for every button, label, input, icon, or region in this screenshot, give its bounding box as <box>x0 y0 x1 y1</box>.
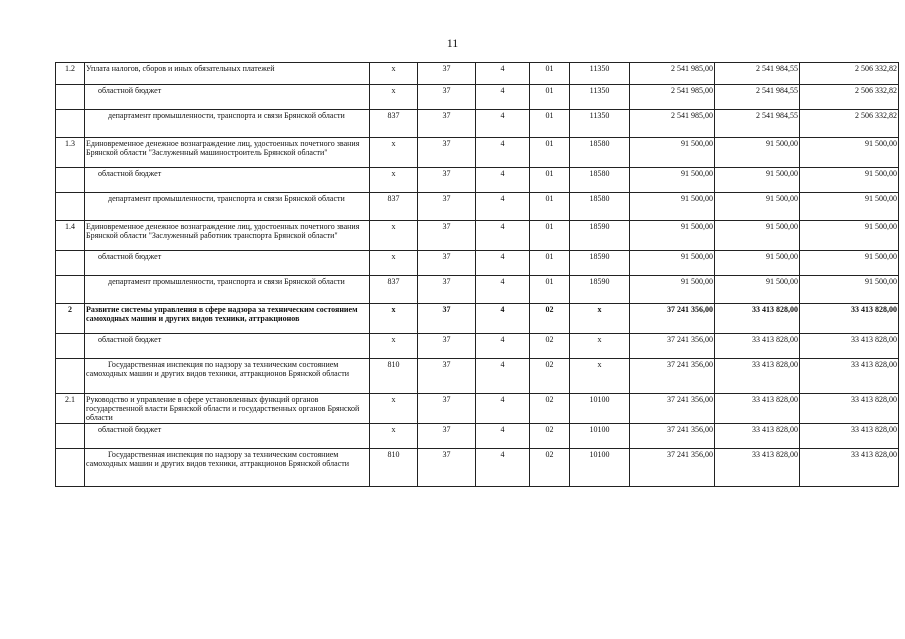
amount-year-3: 33 413 828,00 <box>800 359 899 394</box>
amount-year-1: 2 541 985,00 <box>630 85 715 110</box>
code-activity: 01 <box>530 63 570 85</box>
code-direction: 18590 <box>570 221 630 251</box>
row-description: Единовременное денежное вознаграждение лиц, удостоенных почетного звания Брянской области "Заслуженный машиностроитель Брянской области" <box>85 138 370 168</box>
row-description <box>85 251 370 276</box>
code-subprogram: 4 <box>476 168 530 193</box>
amount-year-2: 33 413 828,00 <box>715 334 800 359</box>
code-subprogram: 4 <box>476 424 530 449</box>
code-direction: 10100 <box>570 449 630 487</box>
code-program: 37 <box>418 424 476 449</box>
row-description: Руководство и управление в сфере установленных функций органов государственной власти Брянской области и государственных органов Брянской области <box>85 394 370 424</box>
code-admin: х <box>370 138 418 168</box>
row-number: 1.2 <box>56 63 85 85</box>
row-description <box>85 334 370 359</box>
code-admin: х <box>370 63 418 85</box>
code-subprogram: 4 <box>476 63 530 85</box>
table-row <box>56 251 899 276</box>
code-direction: 10100 <box>570 394 630 424</box>
code-direction: 18580 <box>570 138 630 168</box>
code-admin: х <box>370 251 418 276</box>
amount-year-1: 37 241 356,00 <box>630 359 715 394</box>
row-description: Уплата налогов, сборов и иных обязательных платежей <box>85 63 370 85</box>
table-row <box>56 424 899 449</box>
code-activity: 02 <box>530 334 570 359</box>
row-number: 2 <box>56 304 85 334</box>
row-description-text: Государственная инспекция по надзору за техническим состоянием самоходных машин и других видов техники, аттракционов Брянской области <box>86 450 350 468</box>
amount-year-3: 91 500,00 <box>800 168 899 193</box>
code-subprogram: 4 <box>476 221 530 251</box>
amount-year-2: 91 500,00 <box>715 168 800 193</box>
row-number <box>56 276 85 304</box>
code-subprogram: 4 <box>476 251 530 276</box>
amount-year-1: 91 500,00 <box>630 276 715 304</box>
code-direction: х <box>570 359 630 394</box>
amount-year-3: 91 500,00 <box>800 138 899 168</box>
code-direction: 11350 <box>570 63 630 85</box>
code-program: 37 <box>418 334 476 359</box>
amount-year-3: 91 500,00 <box>800 251 899 276</box>
page-number: 11 <box>446 36 459 50</box>
code-activity: 02 <box>530 394 570 424</box>
code-admin: 810 <box>370 359 418 394</box>
code-activity: 01 <box>530 168 570 193</box>
row-description-text: областной бюджет <box>98 335 162 344</box>
code-program: 37 <box>418 63 476 85</box>
code-program: 37 <box>418 168 476 193</box>
code-program: 37 <box>418 110 476 138</box>
amount-year-2: 33 413 828,00 <box>715 424 800 449</box>
row-number <box>56 85 85 110</box>
amount-year-3: 33 413 828,00 <box>800 394 899 424</box>
row-number <box>56 449 85 487</box>
amount-year-1: 37 241 356,00 <box>630 304 715 334</box>
row-description-text: областной бюджет <box>98 252 162 261</box>
row-number <box>56 193 85 221</box>
code-activity: 01 <box>530 221 570 251</box>
row-number <box>56 359 85 394</box>
code-admin: х <box>370 334 418 359</box>
code-subprogram: 4 <box>476 138 530 168</box>
amount-year-3: 33 413 828,00 <box>800 304 899 334</box>
code-direction: 18580 <box>570 193 630 221</box>
code-admin: 810 <box>370 449 418 487</box>
row-number: 2.1 <box>56 394 85 424</box>
amount-year-1: 2 541 985,00 <box>630 63 715 85</box>
code-program: 37 <box>418 193 476 221</box>
amount-year-3: 91 500,00 <box>800 221 899 251</box>
code-admin: 837 <box>370 110 418 138</box>
table-row <box>56 449 899 487</box>
code-program: 37 <box>418 85 476 110</box>
amount-year-3: 91 500,00 <box>800 193 899 221</box>
amount-year-3: 33 413 828,00 <box>800 424 899 449</box>
row-description <box>85 359 370 394</box>
code-subprogram: 4 <box>476 304 530 334</box>
row-description-text: департамент промышленности, транспорта и связи Брянской области <box>108 277 345 286</box>
amount-year-2: 2 541 984,55 <box>715 85 800 110</box>
amount-year-2: 2 541 984,55 <box>715 110 800 138</box>
code-direction: х <box>570 334 630 359</box>
row-description-text: департамент промышленности, транспорта и связи Брянской области <box>108 111 345 120</box>
row-number <box>56 424 85 449</box>
row-description <box>85 276 370 304</box>
row-description <box>85 424 370 449</box>
row-description <box>85 110 370 138</box>
code-activity: 01 <box>530 138 570 168</box>
amount-year-1: 91 500,00 <box>630 221 715 251</box>
row-number <box>56 110 85 138</box>
code-program: 37 <box>418 221 476 251</box>
table-row <box>56 63 899 85</box>
code-activity: 01 <box>530 85 570 110</box>
code-program: 37 <box>418 138 476 168</box>
table-row <box>56 221 899 251</box>
amount-year-1: 91 500,00 <box>630 138 715 168</box>
code-direction: 11350 <box>570 85 630 110</box>
code-direction: 11350 <box>570 110 630 138</box>
table-row <box>56 110 899 138</box>
code-subprogram: 4 <box>476 110 530 138</box>
amount-year-3: 91 500,00 <box>800 276 899 304</box>
amount-year-3: 33 413 828,00 <box>800 334 899 359</box>
code-activity: 01 <box>530 193 570 221</box>
code-subprogram: 4 <box>476 394 530 424</box>
budget-table <box>55 62 899 487</box>
code-subprogram: 4 <box>476 334 530 359</box>
table-row <box>56 394 899 424</box>
code-admin: х <box>370 394 418 424</box>
amount-year-2: 33 413 828,00 <box>715 449 800 487</box>
code-activity: 02 <box>530 304 570 334</box>
row-description <box>85 85 370 110</box>
code-admin: х <box>370 85 418 110</box>
code-direction: х <box>570 304 630 334</box>
code-subprogram: 4 <box>476 193 530 221</box>
row-description-text: Государственная инспекция по надзору за техническим состоянием самоходных машин и других видов техники, аттракционов Брянской области <box>86 360 350 378</box>
table-row <box>56 85 899 110</box>
row-description: Единовременное денежное вознаграждение лиц, удостоенных почетного звания Брянской области "Заслуженный работник транспорта Брянской области" <box>85 221 370 251</box>
code-admin: х <box>370 168 418 193</box>
code-activity: 02 <box>530 424 570 449</box>
table-row <box>56 359 899 394</box>
table-row <box>56 193 899 221</box>
amount-year-1: 91 500,00 <box>630 251 715 276</box>
code-activity: 01 <box>530 251 570 276</box>
code-subprogram: 4 <box>476 359 530 394</box>
table-row <box>56 334 899 359</box>
code-activity: 02 <box>530 449 570 487</box>
code-activity: 02 <box>530 359 570 394</box>
amount-year-2: 91 500,00 <box>715 221 800 251</box>
amount-year-3: 2 506 332,82 <box>800 63 899 85</box>
code-admin: 837 <box>370 193 418 221</box>
code-program: 37 <box>418 251 476 276</box>
code-program: 37 <box>418 304 476 334</box>
amount-year-2: 2 541 984,55 <box>715 63 800 85</box>
row-number <box>56 334 85 359</box>
amount-year-1: 37 241 356,00 <box>630 449 715 487</box>
table-row <box>56 168 899 193</box>
code-direction: 10100 <box>570 424 630 449</box>
amount-year-2: 33 413 828,00 <box>715 394 800 424</box>
amount-year-1: 2 541 985,00 <box>630 110 715 138</box>
code-direction: 18590 <box>570 276 630 304</box>
amount-year-2: 33 413 828,00 <box>715 359 800 394</box>
amount-year-2: 91 500,00 <box>715 193 800 221</box>
row-description: Развитие системы управления в сфере надзора за техническим состоянием самоходных машин и других видов техники, аттракционов <box>85 304 370 334</box>
amount-year-3: 2 506 332,82 <box>800 110 899 138</box>
row-number <box>56 251 85 276</box>
row-description <box>85 168 370 193</box>
amount-year-2: 91 500,00 <box>715 276 800 304</box>
code-admin: х <box>370 304 418 334</box>
amount-year-1: 37 241 356,00 <box>630 424 715 449</box>
code-direction: 18580 <box>570 168 630 193</box>
amount-year-1: 37 241 356,00 <box>630 334 715 359</box>
code-activity: 01 <box>530 276 570 304</box>
code-admin: 837 <box>370 276 418 304</box>
amount-year-3: 33 413 828,00 <box>800 449 899 487</box>
row-description <box>85 449 370 487</box>
amount-year-1: 91 500,00 <box>630 193 715 221</box>
row-description-text: областной бюджет <box>98 86 162 95</box>
row-description-text: областной бюджет <box>98 425 162 434</box>
code-program: 37 <box>418 394 476 424</box>
table-row <box>56 304 899 334</box>
code-program: 37 <box>418 359 476 394</box>
code-program: 37 <box>418 449 476 487</box>
row-number: 1.3 <box>56 138 85 168</box>
row-number: 1.4 <box>56 221 85 251</box>
code-subprogram: 4 <box>476 85 530 110</box>
row-description-text: областной бюджет <box>98 169 162 178</box>
code-program: 37 <box>418 276 476 304</box>
amount-year-2: 33 413 828,00 <box>715 304 800 334</box>
amount-year-2: 91 500,00 <box>715 251 800 276</box>
table-row <box>56 276 899 304</box>
code-direction: 18590 <box>570 251 630 276</box>
code-admin: х <box>370 424 418 449</box>
code-activity: 01 <box>530 110 570 138</box>
code-subprogram: 4 <box>476 449 530 487</box>
amount-year-3: 2 506 332,82 <box>800 85 899 110</box>
amount-year-1: 91 500,00 <box>630 168 715 193</box>
code-subprogram: 4 <box>476 276 530 304</box>
amount-year-1: 37 241 356,00 <box>630 394 715 424</box>
amount-year-2: 91 500,00 <box>715 138 800 168</box>
code-admin: х <box>370 221 418 251</box>
row-description-text: департамент промышленности, транспорта и связи Брянской области <box>108 194 345 203</box>
row-number <box>56 168 85 193</box>
table-row <box>56 138 899 168</box>
row-description <box>85 193 370 221</box>
